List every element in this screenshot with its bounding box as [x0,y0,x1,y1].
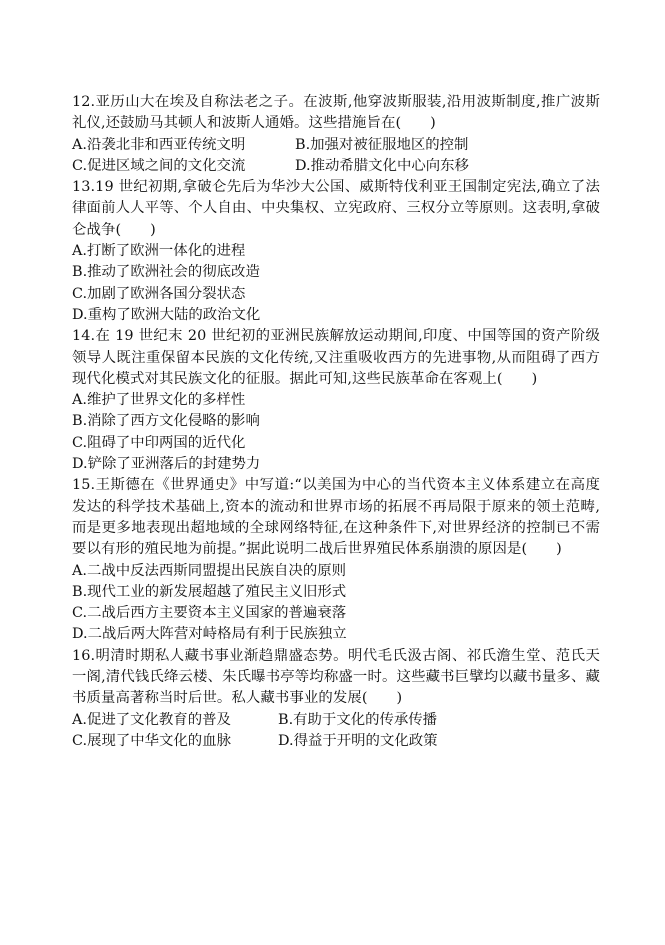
option-c[interactable]: C.促进区域之间的文化交流 [72,157,246,174]
option-row [72,156,600,177]
option-b[interactable]: B.加强对被征服地区的控制 [295,136,469,153]
option-c[interactable]: C.展现了中华文化的血脉 [72,732,231,749]
question-stem: 13.19 世纪初期,拿破仑先后为华沙大公国、威斯特伐利亚王国制定宪法,确立了法律面前人人平等、个人自由、中央集权、立宪政府、三权分立等原则。这表明,拿破仑战争( ) [72,179,600,238]
option-d[interactable]: D.得益于开明的文化政策 [278,732,438,749]
option-b[interactable]: B.有助于文化的传承传播 [278,711,438,728]
option-d[interactable]: D.铲除了亚洲落后的封建势力 [72,456,261,473]
question-stem: 16.明清时期私人藏书事业渐趋鼎盛态势。明代毛氏汲古阁、祁氏澹生堂、范氏天一阁,清代钱氏绛云楼、朱氏曝书亭等均称盛一时。这些藏书巨擘均以藏书量多、藏书质量高著称当时后世。私人藏书事业的发展( ) [72,647,600,707]
option-c[interactable]: C.加剧了欧洲各国分裂状态 [72,285,246,302]
option-c[interactable]: C.二战后西方主要资本主义国家的普遍衰落 [72,605,347,622]
option-row [72,135,600,156]
question-stem: 14.在 19 世纪末 20 世纪初的亚洲民族解放运动期间,印度、中国等国的资产阶级领导人既注重保留本民族的文化传统,又注重吸收西方的先进事物,从而阻碍了西方现代化模式对其民族文化的征服。据此可知,这些民族革命在客观上( ) [72,328,600,387]
option-d[interactable]: D.推动希腊文化中心向东移 [295,157,469,174]
option-a[interactable]: A.二战中反法西斯同盟提出民族自决的原则 [72,562,346,579]
option-a[interactable]: A.维护了世界文化的多样性 [72,392,246,409]
question-13 [72,177,600,326]
option-d[interactable]: D.二战后两大阵营对峙格局有利于民族独立 [72,626,347,643]
option-b[interactable]: B.推动了欧洲社会的彻底改造 [72,264,260,281]
option-row [72,710,600,731]
question-page [72,92,600,752]
question-stem: 12.亚历山大在埃及自称法老之子。在波斯,他穿波斯服装,沿用波斯制度,推广波斯礼仪,还鼓励马其顿人和波斯人通婚。这些措施旨在( ) [72,94,600,132]
option-c[interactable]: C.阻碍了中印两国的近代化 [72,434,246,451]
option-a[interactable]: A.促进了文化教育的普及 [72,711,231,728]
option-a[interactable]: A.沿袭北非和西亚传统文明 [72,136,246,153]
option-d[interactable]: D.重构了欧洲大陆的政治文化 [72,306,261,323]
question-16 [72,646,600,752]
option-b[interactable]: B.现代工业的新发展超越了殖民主义旧形式 [72,583,347,600]
option-a[interactable]: A.打断了欧洲一体化的进程 [72,243,246,260]
question-14 [72,326,600,475]
question-15 [72,475,600,645]
question-stem: 15.王斯德在《世界通史》中写道:“以美国为中心的当代资本主义体系建立在高度发达的科学技术基础上,资本的流动和世界市场的拓展不再局限于原来的领土范畴,而是更多地表现出超地域的全球网络特征,在这种条件下,对世界经济的控制已不需要以有形的殖民地为前提。”据此说明二战后世界殖民体系崩溃的原因是( ) [72,477,600,558]
option-b[interactable]: B.消除了西方文化侵略的影响 [72,413,260,430]
question-12 [72,92,600,177]
option-row [72,731,600,752]
